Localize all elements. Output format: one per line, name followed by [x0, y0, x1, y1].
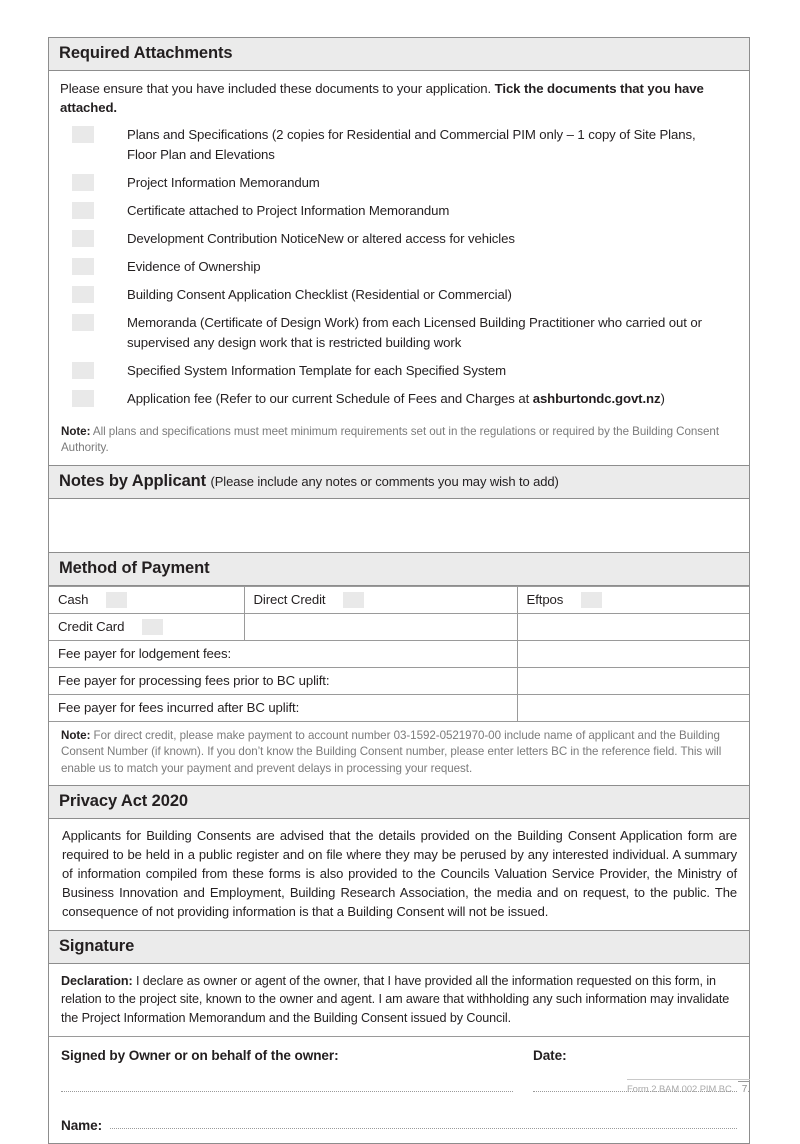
table-row [49, 613, 749, 640]
checklist-item[interactable] [60, 361, 738, 380]
checkbox-eftpos[interactable] [581, 592, 602, 608]
checklist-item-label [127, 389, 679, 408]
checklist-item-label: Memoranda (Certificate of Design Work) from each Licensed Building Practitioner who carried out or supervised any design work that is restricted building work [127, 315, 702, 350]
declaration-body: I declare as owner or agent of the owner, that I have provided all the information requested on this form, in relation to the project site, known to the owner and agent. I am aware that withholding any such information may invalidate the Project Information Memorandum and the Building Consent issued by Council. [61, 974, 730, 1025]
checklist-item[interactable] [60, 229, 738, 248]
application-fee-text-post: ) [660, 390, 665, 406]
checklist-item-label: Plans and Specifications (2 copies for Residential and Commercial PIM only – 1 copy of Site Plans, Floor Plan and Elevations [127, 127, 696, 162]
fee-payer-after-uplift-input[interactable] [517, 694, 749, 721]
table-row [49, 694, 749, 721]
payment-label-credit-card: Credit Card [58, 619, 125, 635]
attachments-intro-plain: Please ensure that you have included these documents to your application. [60, 81, 495, 96]
checklist-item-label: Building Consent Application Checklist (Residential or Commercial) [127, 287, 512, 303]
checkbox-building-consent-application-checklist[interactable] [72, 286, 94, 303]
attachments-intro-bold: Tick the documents that you have attached. [60, 81, 704, 115]
payment-label-eftpos: Eftpos [526, 592, 564, 608]
signature-labels-row [61, 1048, 737, 1063]
declaration-text [49, 964, 749, 1037]
fee-payer-processing-input[interactable] [517, 667, 749, 694]
section-title-required-attachments: Required Attachments [59, 44, 233, 62]
name-row [61, 1118, 737, 1133]
checkbox-memoranda-certificate-of-design-work[interactable] [72, 314, 94, 331]
table-row [49, 640, 749, 667]
checklist-item[interactable] [60, 257, 738, 276]
fee-payer-processing-label: Fee payer for processing fees prior to BC uplift: [49, 667, 517, 694]
section-header-privacy-act [49, 785, 749, 819]
payment-note-label: Note: [61, 728, 91, 742]
declaration-label: Declaration: [61, 974, 133, 989]
section-title-notes-by-applicant: Notes by Applicant [59, 471, 207, 490]
required-attachments-body [49, 71, 749, 418]
checklist-item[interactable] [60, 201, 738, 220]
checkbox-evidence-of-ownership[interactable] [72, 258, 94, 275]
checkbox-direct-credit[interactable] [343, 592, 364, 608]
checkbox-credit-card[interactable] [142, 619, 163, 635]
section-header-required-attachments [49, 37, 749, 71]
fee-payer-lodgement-input[interactable] [517, 640, 749, 667]
checkbox-development-contribution-notice[interactable] [72, 230, 94, 247]
date-label: Date: [533, 1047, 567, 1063]
checklist-item[interactable] [60, 173, 738, 192]
attachments-note [49, 418, 749, 465]
checkbox-project-information-memorandum[interactable] [72, 174, 94, 191]
attachments-note-label: Note: [61, 425, 91, 439]
checkbox-application-fee[interactable] [72, 390, 94, 407]
checkbox-plans-and-specifications[interactable] [72, 126, 94, 143]
payment-note [49, 722, 749, 785]
payment-cell-credit-card[interactable] [49, 613, 244, 640]
signature-gap [513, 1090, 533, 1092]
checklist-item[interactable] [60, 313, 738, 351]
payment-note-text: For direct credit, please make payment to account number 03-1592-0521970-00 include name of applicant and the Building Consent Number (if known). If you don’t know the Building Consent number, please enter letters BC in the reference field. This will enable us to match your payment and prevent delays in processing your request. [61, 728, 722, 775]
signed-by-label: Signed by Owner or on behalf of the owner: [61, 1047, 339, 1063]
checklist-item[interactable] [60, 125, 738, 163]
section-title-method-of-payment: Method of Payment [59, 558, 210, 577]
fee-payer-after-uplift-label: Fee payer for fees incurred after BC uplift: [49, 694, 517, 721]
checklist-item-label: Certificate attached to Project Information Memorandum [127, 202, 450, 218]
footer-page-number: 7. [738, 1081, 750, 1095]
checklist-item[interactable] [60, 285, 738, 304]
section-header-method-of-payment [49, 552, 749, 586]
attachments-intro [60, 80, 738, 117]
checklist-item-label: Project Information Memorandum [127, 174, 320, 190]
checklist-item-label: Evidence of Ownership [127, 259, 261, 275]
section-header-notes-by-applicant [49, 465, 749, 499]
section-title-privacy-act: Privacy Act 2020 [59, 792, 188, 811]
signature-input[interactable] [61, 1090, 513, 1092]
section-subtitle-notes-by-applicant: (Please include any notes or comments you may wish to add) [210, 473, 559, 489]
name-input[interactable] [110, 1127, 737, 1129]
footer-form-code: Form 2 BAM 002 PIM BC [627, 1083, 732, 1094]
notes-by-applicant-input[interactable] [49, 499, 749, 552]
payment-cell-cash[interactable] [49, 586, 244, 613]
attachments-checklist [60, 121, 738, 408]
checklist-item-label: Development Contribution NoticeNew or altered access for vehicles [127, 231, 515, 247]
payment-label-direct-credit: Direct Credit [253, 592, 326, 608]
payment-cell-empty-right [517, 613, 749, 640]
table-row [49, 586, 749, 613]
name-label: Name: [61, 1117, 103, 1133]
payment-label-cash: Cash [58, 592, 89, 608]
application-fee-website: ashburtondc.govt.nz [532, 390, 661, 406]
footer-row [627, 1080, 750, 1095]
page-footer [627, 1079, 750, 1095]
checkbox-cash[interactable] [106, 592, 127, 608]
application-fee-text-pre: Application fee (Refer to our current Schedule of Fees and Charges at [127, 390, 533, 406]
checkbox-specified-system-information-template[interactable] [72, 362, 94, 379]
payment-cell-empty-middle [244, 613, 517, 640]
attachments-note-text: All plans and specifications must meet minimum requirements set out in the regulations or required by the Building Consent Authority. [61, 425, 719, 455]
signature-dotted-line [61, 1090, 513, 1092]
checklist-item-label: Specified System Information Template for each Specified System [127, 362, 507, 378]
privacy-act-body: Applicants for Building Consents are advised that the details provided on the Building Consent Application form are required to be held in a public register and on file where they may be perused by any interested individual. A summary of information compiled from these forms is also provided to the Councils Valuation Service Provider, the Ministry of Business Innovation and Employment, Building Research Association, the media and on request, to the public. The consequence of not providing information is that a Building Consent will not be issued. [62, 828, 737, 920]
checklist-item[interactable] [60, 389, 738, 408]
document-body [48, 37, 750, 1144]
section-title-signature: Signature [59, 937, 135, 956]
payment-method-table [49, 586, 749, 722]
section-header-signature [49, 930, 749, 964]
fee-payer-lodgement-label: Fee payer for lodgement fees: [49, 640, 517, 667]
table-row [49, 667, 749, 694]
payment-cell-eftpos[interactable] [517, 586, 749, 613]
payment-cell-direct-credit[interactable] [244, 586, 517, 613]
checkbox-certificate-attached-to-pim[interactable] [72, 202, 94, 219]
